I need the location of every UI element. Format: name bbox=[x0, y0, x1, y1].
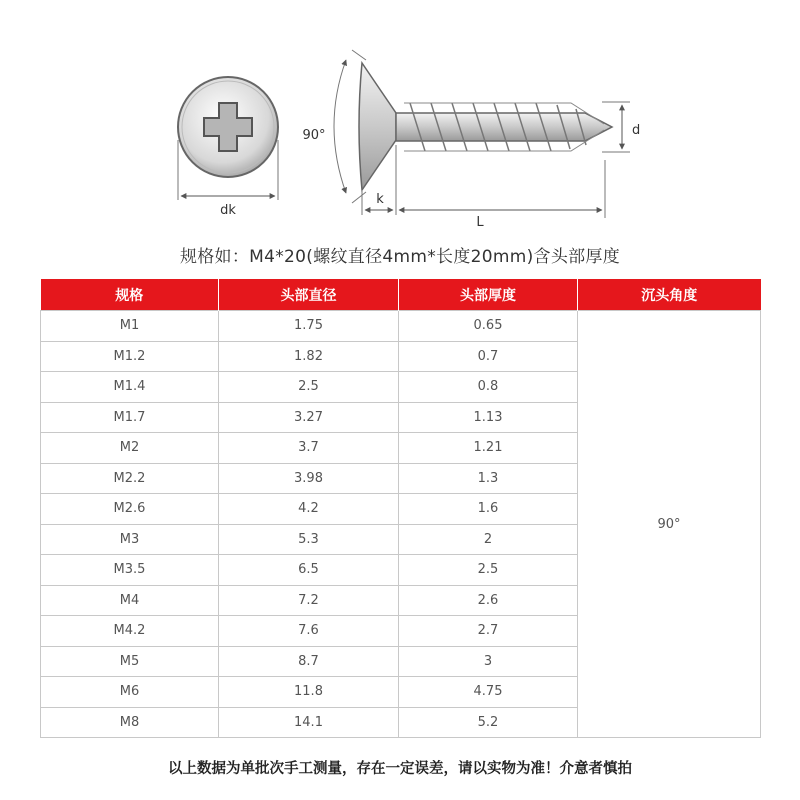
header-head-diameter: 头部直径 bbox=[219, 279, 399, 311]
spec-cell: M3 bbox=[41, 524, 219, 555]
spec-cell: M1.4 bbox=[41, 372, 219, 403]
header-head-thickness: 头部厚度 bbox=[399, 279, 578, 311]
spec-cell: M2.6 bbox=[41, 494, 219, 525]
head-diameter-cell: 6.5 bbox=[219, 555, 399, 586]
head-diameter-cell: 7.6 bbox=[219, 616, 399, 647]
head-diameter-cell: 1.75 bbox=[219, 311, 399, 342]
head-diameter-cell: 1.82 bbox=[219, 341, 399, 372]
head-diameter-cell: 4.2 bbox=[219, 494, 399, 525]
head-thickness-cell: 5.2 bbox=[399, 707, 578, 738]
head-thickness-cell: 1.3 bbox=[399, 463, 578, 494]
countersink-angle-cell: 90° bbox=[578, 311, 761, 738]
header-spec: 规格 bbox=[41, 279, 219, 311]
disclaimer-note: 以上数据为单批次手工测量，存在一定误差，请以实物为准！介意者慎拍 bbox=[168, 761, 632, 777]
l-label: L bbox=[476, 215, 484, 230]
spec-cell: M2 bbox=[41, 433, 219, 464]
k-label: k bbox=[376, 192, 384, 207]
head-thickness-cell: 0.7 bbox=[399, 341, 578, 372]
l-dimension bbox=[399, 160, 605, 230]
head-thickness-cell: 3 bbox=[399, 646, 578, 677]
table-header-row bbox=[41, 279, 761, 311]
head-diameter-cell: 5.3 bbox=[219, 524, 399, 555]
head-thickness-cell: 2 bbox=[399, 524, 578, 555]
screw-diagram bbox=[0, 0, 800, 235]
screw-head-top-view bbox=[178, 77, 278, 177]
head-thickness-cell: 1.21 bbox=[399, 433, 578, 464]
spec-example-caption: 规格如：M4*20(螺纹直径4mm*长度20mm)含头部厚度 bbox=[179, 247, 621, 267]
spec-cell: M6 bbox=[41, 677, 219, 708]
spec-cell: M1.7 bbox=[41, 402, 219, 433]
spec-cell: M2.2 bbox=[41, 463, 219, 494]
spec-cell: M3.5 bbox=[41, 555, 219, 586]
head-thickness-cell: 2.7 bbox=[399, 616, 578, 647]
head-diameter-cell: 14.1 bbox=[219, 707, 399, 738]
header-countersink-angle: 沉头角度 bbox=[578, 279, 761, 311]
head-thickness-cell: 1.13 bbox=[399, 402, 578, 433]
angle-label: 90° bbox=[302, 128, 326, 143]
table-row bbox=[41, 311, 761, 342]
head-diameter-cell: 8.7 bbox=[219, 646, 399, 677]
spec-cell: M1.2 bbox=[41, 341, 219, 372]
head-thickness-cell: 2.5 bbox=[399, 555, 578, 586]
spec-cell: M1 bbox=[41, 311, 219, 342]
head-thickness-cell: 2.6 bbox=[399, 585, 578, 616]
spec-cell: M5 bbox=[41, 646, 219, 677]
spec-cell: M4 bbox=[41, 585, 219, 616]
head-diameter-cell: 2.5 bbox=[219, 372, 399, 403]
spec-table bbox=[40, 279, 761, 738]
screw-head-profile bbox=[359, 63, 396, 190]
head-thickness-cell: 1.6 bbox=[399, 494, 578, 525]
spec-cell: M4.2 bbox=[41, 616, 219, 647]
screw-side-view bbox=[359, 63, 612, 190]
head-diameter-cell: 11.8 bbox=[219, 677, 399, 708]
head-diameter-cell: 3.98 bbox=[219, 463, 399, 494]
angle-dimension bbox=[302, 50, 366, 203]
head-thickness-cell: 4.75 bbox=[399, 677, 578, 708]
spec-cell: M8 bbox=[41, 707, 219, 738]
head-thickness-cell: 0.65 bbox=[399, 311, 578, 342]
dk-label: dk bbox=[220, 203, 236, 218]
head-thickness-cell: 0.8 bbox=[399, 372, 578, 403]
table-body bbox=[41, 311, 761, 738]
head-diameter-cell: 3.7 bbox=[219, 433, 399, 464]
head-diameter-cell: 3.27 bbox=[219, 402, 399, 433]
head-diameter-cell: 7.2 bbox=[219, 585, 399, 616]
d-label: d bbox=[632, 123, 641, 138]
